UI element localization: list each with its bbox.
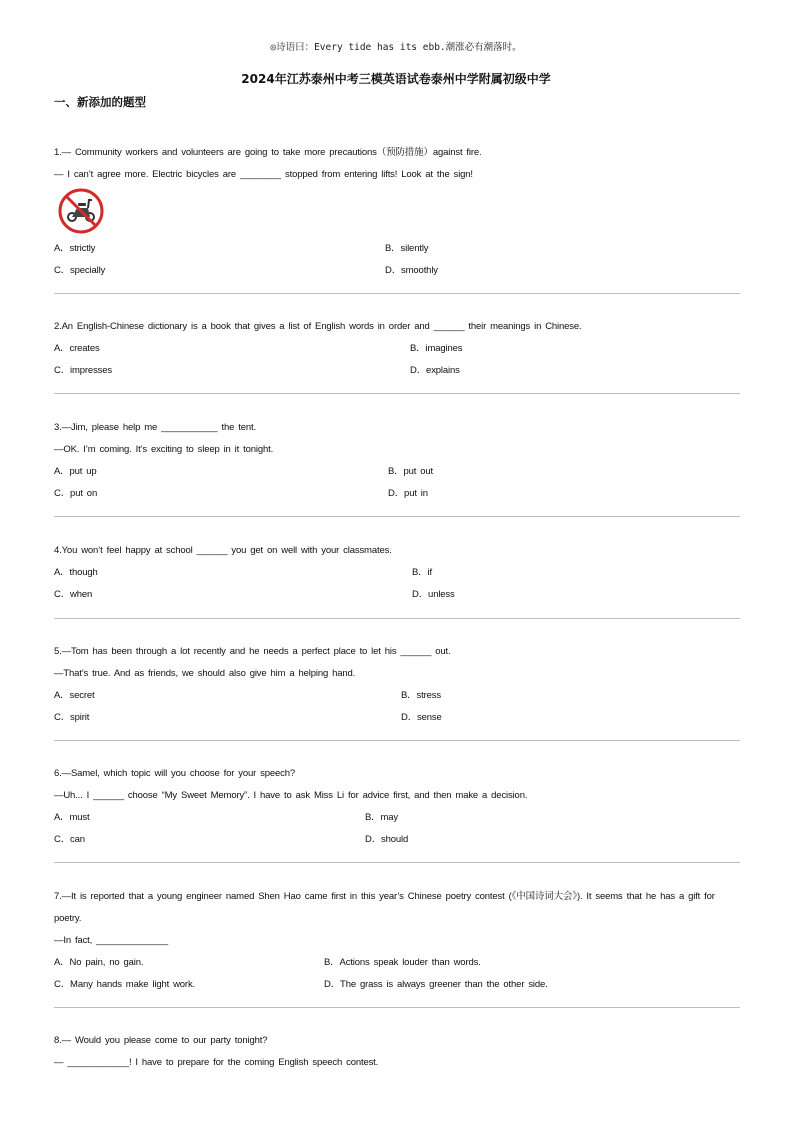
option-a[interactable]: A．secret xyxy=(54,690,95,701)
question-8-reply: — ____________! I have to prepare for the coming English speech contest. xyxy=(54,1057,379,1068)
question-6-reply: —Uh... I ______ choose “My Sweet Memory”. I have to ask Miss Li for advice first, and then make a decision. xyxy=(54,790,528,801)
question-6-stem: 6.—Samel, which topic will you choose for your speech? xyxy=(54,768,295,779)
option-d[interactable]: D．smoothly xyxy=(385,265,438,276)
option-a[interactable]: A．No pain, no gain. xyxy=(54,957,144,968)
option-d[interactable]: D．sense xyxy=(401,712,442,723)
question-3 xyxy=(54,417,740,505)
option-c[interactable]: C．specially xyxy=(54,265,106,276)
option-b[interactable]: B．imagines xyxy=(410,343,463,354)
option-d[interactable]: D．put in xyxy=(388,488,428,499)
question-5 xyxy=(54,641,740,729)
question-7-reply: —In fact, ______________ xyxy=(54,935,169,946)
option-a[interactable]: A．strictly xyxy=(54,243,96,254)
question-5-reply: —That’s true. And as friends, we should also give him a helping hand. xyxy=(54,668,356,679)
question-8-stem: 8.— Would you please come to our party tonight? xyxy=(54,1035,268,1046)
option-d[interactable]: D．explains xyxy=(410,365,460,376)
option-d[interactable]: D．unless xyxy=(412,589,455,600)
document-title: 2024年江苏泰州中考三模英语试卷泰州中学附属初级中学 xyxy=(241,72,551,86)
no-electric-bicycle-sign-icon xyxy=(58,188,104,234)
question-6 xyxy=(54,763,740,851)
question-3-reply: —OK. I’m coming. It’s exciting to sleep in it tonight. xyxy=(54,444,274,455)
question-2 xyxy=(54,316,740,382)
question-4 xyxy=(54,540,740,606)
divider xyxy=(54,516,740,517)
option-a[interactable]: A．put up xyxy=(54,466,97,477)
question-3-stem: 3.—Jim, please help me ___________ the tent. xyxy=(54,422,257,433)
question-5-stem: 5.—Tom has been through a lot recently and he needs a perfect place to let his ______ out. xyxy=(54,646,451,657)
option-c[interactable]: C．Many hands make light work. xyxy=(54,979,196,990)
options-row xyxy=(54,952,740,974)
question-8 xyxy=(54,1030,740,1074)
option-c[interactable]: C．when xyxy=(54,589,93,600)
option-c[interactable]: C．put on xyxy=(54,488,98,499)
options-row xyxy=(54,974,740,996)
question-2-stem: 2.An English-Chinese dictionary is a book that gives a list of English words in order and ______ their meanings in Chinese. xyxy=(54,321,582,332)
options-row xyxy=(54,707,740,729)
option-c[interactable]: C．can xyxy=(54,834,85,845)
options-row xyxy=(54,584,740,606)
option-b[interactable]: B．stress xyxy=(401,690,441,701)
option-a[interactable]: A．though xyxy=(54,567,98,578)
option-c[interactable]: C．impresses xyxy=(54,365,112,376)
options-row xyxy=(54,562,740,584)
option-b[interactable]: B．put out xyxy=(388,466,434,477)
option-b[interactable]: B．silently xyxy=(385,243,429,254)
question-1 xyxy=(54,142,740,282)
option-c[interactable]: C．spirit xyxy=(54,712,90,723)
options-row xyxy=(54,483,740,505)
divider xyxy=(54,293,740,294)
question-4-stem: 4.You won’t feel happy at school ______ you get on well with your classmates. xyxy=(54,545,392,556)
options-row xyxy=(54,807,740,829)
options-row xyxy=(54,260,740,282)
option-d[interactable]: D．The grass is always greener than the other side. xyxy=(324,979,548,990)
options-row xyxy=(54,685,740,707)
option-a[interactable]: A．must xyxy=(54,812,90,823)
section-heading: 一、新添加的题型 xyxy=(54,95,146,109)
options-row xyxy=(54,461,740,483)
divider xyxy=(54,618,740,619)
options-row xyxy=(54,360,740,382)
options-row xyxy=(54,238,740,260)
question-1-reply: — I can’t agree more. Electric bicycles are ________ stopped from entering lifts! Look at the sign! xyxy=(54,169,473,180)
option-b[interactable]: B．if xyxy=(412,567,432,578)
option-a[interactable]: A．creates xyxy=(54,343,100,354)
divider xyxy=(54,740,740,741)
option-b[interactable]: B．Actions speak louder than words. xyxy=(324,957,481,968)
question-7 xyxy=(54,886,740,996)
divider xyxy=(54,393,740,394)
question-7-stem: 7.—It is reported that a young engineer named Shen Hao came first in this year’s Chinese poetry contest (《中国诗词大会》). It seems that he has a gift for poetry. xyxy=(54,891,715,924)
divider xyxy=(54,862,740,863)
divider xyxy=(54,1007,740,1008)
motto: ◎诗语曰：Every tide has its ebb.潮涨必有潮落时。 xyxy=(270,42,522,53)
option-d[interactable]: D．should xyxy=(365,834,409,845)
options-row xyxy=(54,829,740,851)
options-row xyxy=(54,338,740,360)
option-b[interactable]: B．may xyxy=(365,812,399,823)
question-1-stem: 1.— Community workers and volunteers are going to take more precautions（预防措施）against fire. xyxy=(54,147,482,158)
